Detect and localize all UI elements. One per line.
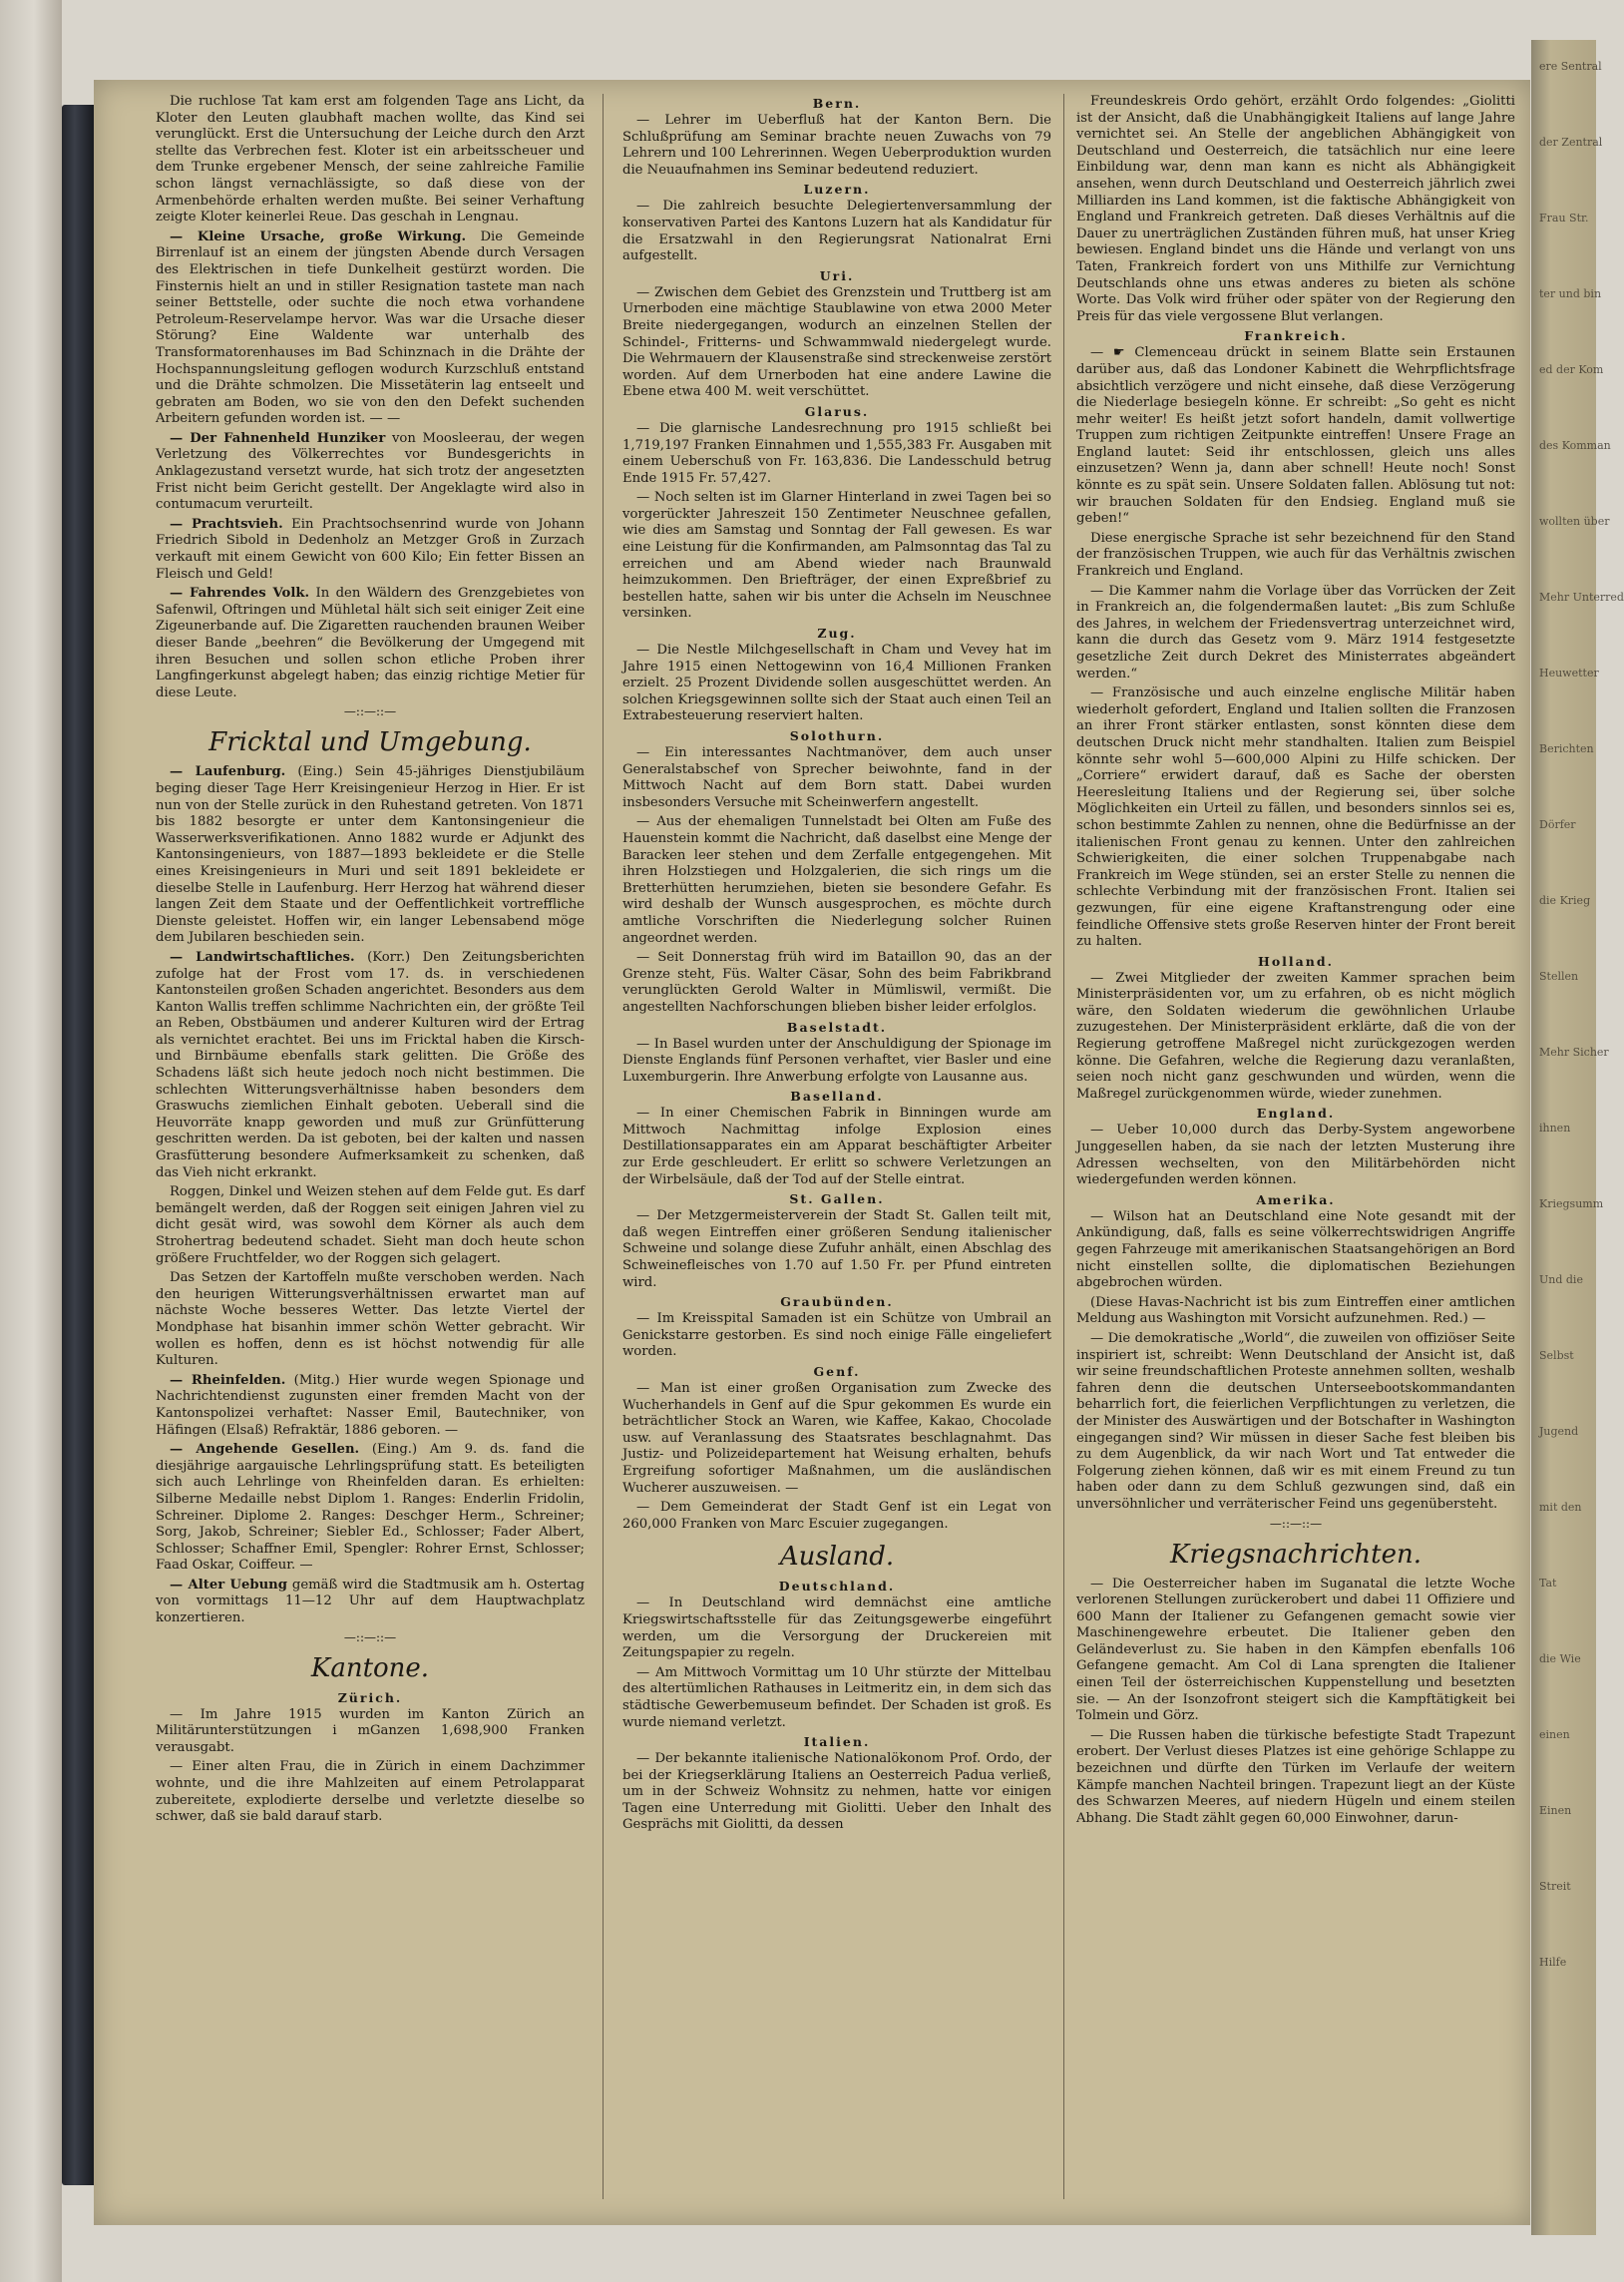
adjacent-page-text: die Krieg — [1539, 894, 1591, 907]
article-text: — In Deutschland wird demnächst eine amtliche Kriegswirtschaftsstelle für das Zeitungsgewerbe eingeführt werden, um die Versorgung der Druckereien mit Zeitungspapier zu regeln. — [622, 1596, 1051, 1661]
article-paragraph — [1076, 1728, 1515, 1828]
section-title: Fricktal und Umgebung. — [208, 727, 532, 758]
article-text: — Die glarnische Landesrechnung pro 1915 schließt bei 1,719,197 Franken Einnahmen und 1,555,383 Fr. Ausgaben mit einem Ueberschuß von Fr. 163,836. Die Landesschuld betrug Ende 1915 Fr. 57,427. — [622, 420, 1051, 486]
article-paragraph — [1076, 1295, 1515, 1328]
adjacent-page-text: Frau Str. — [1539, 212, 1589, 225]
article-text: — Die Oesterreicher haben im Suganatal die letzte Woche verlorenen Stellungen zurückerobert und dabei 11 Offiziere und 600 Mann der Italiener zu Gefangenen gemacht sowie vier Maschinengewehre erbeutet. Die Italiener geben den Geländeverlust zu. Sie haben in den Kämpfen ebenfalls 106 Gefangene gemacht. Am Col di Lana sprengten die Italiener einen Teil der österreichischen Kuppenstellung und besetzten sie. — An der Isonzofront steigert sich die Kampftätigkeit bei Tolmein und Görz. — [1076, 1576, 1515, 1724]
article-text: Roggen, Dinkel und Weizen stehen auf dem Felde gut. Es darf bemängelt werden, daß der Roggen seit einigen Jahren viel zu dicht gesät wird, was sowohl dem Körner als auch dem Strohertrag bedeutend schadet. Sieht man doch heute schon größere Fruchtfelder, wo der Roggen sich gelagert. — [156, 1184, 585, 1266]
article-paragraph — [622, 745, 1051, 811]
adjacent-page-text: wollten über — [1539, 515, 1610, 528]
article-text: — Am Mittwoch Vormittag um 10 Uhr stürzte der Mittelbau des altertümlichen Rathauses in Leitmeritz ein, in dem sich das städtische Gewerbemuseum befindet. Der Schaden ist groß. Es wurde niemand verletzt. — [622, 1664, 1051, 1730]
section-heading: Graubünden. — [780, 1294, 894, 1310]
article-paragraph — [1076, 1577, 1515, 1725]
article-paragraph — [622, 1106, 1051, 1188]
adjacent-page-text: Streit — [1539, 1880, 1571, 1893]
section-heading: St. Gallen. — [789, 1191, 885, 1207]
adjacent-page-text: Und die — [1539, 1273, 1583, 1286]
article-text: — Der Metzgermeisterverein der Stadt St. Gallen teilt mit, daß wegen Eintreffen einer größeren Sendung italienischer Schweine und solange diese Zufuhr anhält, einen Abschlag des Schweinefleisches von 1.70 auf 1.50 Fr. per Pfund eintreten wird. — [622, 1208, 1051, 1290]
section-heading: Glarus. — [804, 403, 870, 419]
book-binding — [62, 105, 94, 2185]
article-paragraph — [622, 421, 1051, 487]
article-text: gemäß wird die Stadtmusik am h. Ostertag von vormittags 11—12 Uhr auf dem Hauptwachplatz konzertieren. — [156, 1577, 585, 1626]
article-text: — Im Jahre 1915 wurden im Kanton Zürich an Militärunterstützungen i mGanzen 1,698,900 Franken verausgabt. — [156, 1706, 585, 1755]
article-text: (Eing.) Sein 45-jähriges Dienstjubiläum beging dieser Tage Herr Kreisingenieur Herzog in Hier. Er ist nun von der Stelle zurück in den Ruhestand getreten. Von 1871 bis 1882 besorgte er unter dem Kantonsingenieur die Wasserwerksverifikationen. Anno 1882 wurde er Adjunkt des Kantonsingenieurs, von 1887—1893 bekleidete er die Stelle eines Kreisingenieurs in Muri und seit 1891 bekleidete er dieselbe Stelle in Laufenburg. Herr Herzog hat während dieser langen Zeit dem Staate und der Oeffentlichkeit vortreffliche Dienste geleistet. Hoffen wir, ein langer Lebensabend möge dem Jubilaren beschieden sein. — [156, 764, 585, 946]
book-spine-edge — [0, 0, 62, 2282]
article-text: — Aus der ehemaligen Tunnelstadt bei Olten am Fuße des Hauenstein kommt die Nachricht, daß daselbst eine Menge der Baracken leer stehen und dem Zerfalle entgegengehen. Mit ihren Holzstiegen und Holzgalerien, die sich rings um die Bretterhütten herumziehen, bieten sie besondere Gefahr. Es wird deshalb der Wunsch ausgesprochen, es möchte durch amtliche Vorschriften die Niederlegung solcher Ruinen angeordnet werden. — [622, 814, 1051, 946]
adjacent-page-text: Heuwetter — [1539, 667, 1599, 680]
separator: —::—::— — [1269, 1516, 1323, 1531]
adjacent-page-text: Hilfe — [1539, 1956, 1567, 1969]
article-paragraph — [156, 586, 585, 701]
article-text: — Man ist einer großen Organisation zum Zwecke des Wucherhandels in Genf auf die Spur gekommen Es wurde ein beträchtlicher Stock an Waren, wie Kaffee, Kakao, Chocolade usw. auf Veranlassung des Staatsrates beschlagnahmt. Das Justiz- und Polizeidepartement hat Weisung erhalten, behufs Ergreifung sofortiger Maßnahmen, um die ausländischen Wucherer auszuweisen. — — [622, 1381, 1051, 1496]
article-paragraph — [622, 1311, 1051, 1361]
article-paragraph — [156, 950, 585, 1181]
article-paragraph — [156, 1184, 585, 1267]
section-heading: England. — [1256, 1106, 1336, 1122]
article-paragraph — [622, 814, 1051, 947]
article-text: — In Basel wurden unter der Anschuldigung der Spionage im Dienste Englands fünf Personen verhaftet, vier Basler und eine Luxemburgerin. Ihre Anwerbung erfolgte von Lausanne aus. — [622, 1036, 1051, 1085]
article-text: Das Setzen der Kartoffeln mußte verschoben werden. Nach den heurigen Witterungsverhältnissen erwartet man auf nächste Woche besseres Wetter. Das letzte Viertel der Mondphase hat bisanhin immer schön Wetter gebracht. Wir wollen es hoffen, denn es ist höchst notwendig für alle Kulturen. — [156, 1270, 585, 1369]
article-paragraph — [622, 285, 1051, 401]
article-text: — Die demokratische „World“, die zuweilen von offiziöser Seite inspiriert ist, schreibt: Wenn Deutschland der Ansicht ist, daß wir seine freundschaftlichen Proteste annehmen sollten, weshalb fahren denn die deutschen Unterseebootskommandanten beharrlich fort, die feierlichen Verpflichtungen zu verletzen, die der Minister des Auswärtigen und der Botschafter in Washington eingegangen sind? Wir müssen in dieser Sache fest bleiben bis zu dem Augenblick, da wir nach Wort und Tat entweder die Folgerung ziehen können, daß wir es mit einem Freund zu tun haben oder dann zu dem Schluß gezwungen sind, daß ein unversöhnlicher und verräterischer Feind uns gegenübersteht. — [1076, 1330, 1515, 1512]
article-headline: — Landwirtschaftliches. — [170, 949, 355, 965]
column-middle — [622, 94, 1051, 2199]
article-text: — Wilson hat an Deutschland eine Note gesandt mit der Ankündigung, daß, falls es seine völkerrechtswidrigen Angriffe gegen Fahrzeuge mit amerikanischen Staatsangehörigen an Bord nicht einstellen sollte, die diplomatischen Beziehungen abgebrochen würden. — [1076, 1208, 1515, 1291]
article-text: — Französische und auch einzelne englische Militär haben wiederholt gefordert, England und Italien sollten die Franzosen an ihrer Front stärker entlasten, sonst könnten diese dem deutschen Druck nicht mehr standhalten. Italien zum Beispiel könnte sehr wohl 5—600,000 Alpini zu Hilfe schicken. Der „Corriere“ erwidert darauf, daß es Sache der obersten Heeresleitung Italiens und der Regierung sei, über solche Möglichkeiten ein Urteil zu fällen, und besonders sinnlos sei es, schon bestimmte Zahlen zu nennen, ohne die Bedürfnisse an der italienischen Front genau zu kennen. Unter den zahlreichen Schwierigkeiten, die einer solchen Truppenabgabe nach Frankreich im Wege stünden, sei an erster Stelle zu nennen die schlechte Verbindung mit der französischen Front. Italien sei gezwungen, für eine eigene Kraftanstrengung oder eine feindliche Offensive stets große Reserven hinter der Front bereit zu halten. — [1076, 685, 1515, 950]
article-paragraph — [622, 1596, 1051, 1661]
article-paragraph — [622, 1500, 1051, 1533]
article-text: — Noch selten ist im Glarner Hinterland in zwei Tagen bei so vorgerückter Jahreszeit 150 Zentimeter Neuschnee gefallen, wie dies am Samstag und Sonntag der Fall gewesen. Es war eine Leistung für die Konfirmanden, am Palmsonntag das Tal zu erreichen und am Abend wieder nach Braunwald heimzukommen. Den Briefträger, der einen Expreßbrief zu bestellen hatte, sahen wir bis unter die Achseln im Neuschnee versinken. — [622, 490, 1051, 622]
adjacent-page-text: ter und bin — [1539, 287, 1602, 300]
article-text: — Die Kammer nahm die Vorlage über das Vorrücken der Zeit in Frankreich an, die folgendermaßen lautet: „Bis zum Schluße des Jahres, in welchem der Friedensvertrag unterzeichnet wird, kann die durch das Gesetz vom 9. März 1914 festgesetzte gesetzliche Zeit durch Dekret des Ministerrates abgeändert werden.“ — [1076, 583, 1515, 682]
article-paragraph — [1076, 531, 1515, 581]
section-heading: Deutschland. — [778, 1579, 896, 1595]
article-paragraph — [622, 1665, 1051, 1731]
article-paragraph — [156, 1759, 585, 1825]
article-text: (Eing.) Am 9. ds. fand die diesjährige aargauische Lehrlingsprüfung statt. Es beteiligten sich auch Lehrlinge von Rheinfelden daran. Es erhielten: Silberne Medaille nebst Diplom 1. Ranges: Enderlin Fridolin, Schreiner. Diplome 2. Ranges: Deschger Herm., Schreiner; Sorg, Jakob, Schreiner; Siebler Ed., Schlosser; Fader Albert, Schlosser; Schaffner Emil, Spengler: Rohrer Ernst, Schlosser; Faad Oskar, Coiffeur. — — [156, 1442, 585, 1574]
article-text: — ☛ Clemenceau drückt in seinem Blatte sein Erstaunen darüber aus, daß das Londoner Kabinett die Wehrpflichtsfrage absichtlich verzögere und nicht einsehe, daß diese Verzögerung die Niederlage besiegeln könne. Er schreibt: „So geht es nicht mehr weiter! Es heißt jetzt sofort handeln, damit vollwertige Truppen zum richtigen Zeitpunkte eintreffen! Unsere Frage an England lautet: Seid ihr entschlossen, gleich uns alles einzusetzen? Wenn ja, dann aber schnell! Heute noch! Sonst könnte es zu spät sein. Unsere Soldaten fallen. Ablösung tut not: wir brauchen Soldaten für den Endsieg. England muß sie geben!“ — [1076, 345, 1515, 527]
section-heading: Zürich. — [337, 1689, 403, 1705]
article-paragraph — [622, 1037, 1051, 1087]
section-heading: Holland. — [1258, 953, 1334, 969]
section-title: Kriegsnachrichten. — [1170, 1539, 1421, 1570]
adjacent-page-text: einen — [1539, 1728, 1570, 1741]
adjacent-page-text: ihnen — [1539, 1122, 1571, 1135]
article-paragraph — [156, 764, 585, 947]
article-text: Freundeskreis Ordo gehört, erzählt Ordo folgendes: „Giolitti ist der Ansicht, daß die Unabhängigkeit Italiens auf lange Jahre vernichtet sei. An Stelle der angeblichen Abhängigkeit von Deutschland und Oesterreich, die tatsächlich nur eine leere Einbildung war, denn man kann es nicht als Abhängigkeit ansehen, wenn durch Deutschland und Oesterreich jährlich zwei Milliarden ins Land kommen, ist die faktische Abhängigkeit von England und Frankreich getreten. Daß dieses Verhältnis auf die Dauer zu unerträglichen Zuständen führen muß, hat unser Krieg bewiesen. England bindet uns die Hände und verlangt von uns Taten, Frankreich fordert von uns Mithilfe zur Vernichtung Deutschlands ohne uns etwas anderes zu bieten als schöne Worte. Das Volk wird früher oder später von der Regierung den Preis für das viele vergossene Blut verlangen. — [1076, 94, 1515, 324]
article-headline: — Angehende Gesellen. — [170, 1442, 360, 1458]
article-text: (Korr.) Den Zeitungsberichten zufolge hat der Frost vom 17. ds. in verschiedenen Kantonsteilen großen Schaden angerichtet. Besonders aus dem Kanton Wallis treffen schlimme Nachrichten ein, der größte Teil an Reben, Obstbäumen und anderer Kulturen wird der Ertrag als vernichtet erachtet. Bei uns im Fricktal haben die Kirsch- und Birnbäume ebenfalls stark gelitten. Die Größe des Schadens läßt sich heute jedoch noch nicht bestimmen. Die schlechten Witterungsverhältnisse haben besonders dem Graswuchs ziemlichen Einhalt geboten. Ueberall sind die Heuvorräte knapp geworden und muß zur Grünfütterung geschritten werden. Da ist geboten, bei der kalten und nassen Grasfütterung besondere Aufmerksamkeit zu schenken, daß das Vieh nicht erkrankt. — [156, 949, 585, 1180]
adjacent-page-text: der Zentral — [1539, 136, 1603, 149]
column-right — [1076, 94, 1515, 2199]
article-paragraph — [156, 1578, 585, 1627]
article-text: — Ueber 10,000 durch das Derby-System angeworbene Junggesellen haben, da sie nach der letzten Musterung ihre Adressen wechselten, von den Militärbehörden nicht wiedergefunden werden können. — [1076, 1123, 1515, 1188]
article-paragraph — [622, 490, 1051, 623]
article-text: — Ein interessantes Nachtmanöver, dem auch unser Generalstabschef von Sprecher beiwohnte, fand in der Mittwoch Nacht auf dem Born statt. Dabei wurden insbesonders Versuche mit Scheinwerfern angestellt. — [622, 745, 1051, 810]
section-heading: Solothurn. — [789, 728, 885, 743]
article-text: Ein Prachtsochsenrind wurde von Johann Friedrich Sibold in Dedenholz an Metzger Groß in Zurzach verkauft mit einem Gewicht von 600 Kilo; Ein fetter Bissen an Fleisch und Geld! — [156, 516, 585, 582]
article-paragraph — [156, 517, 585, 583]
article-text: — Die Russen haben die türkische befestigte Stadt Trapezunt erobert. Der Verlust dieses Platzes ist eine gehörige Schlappe zu bezeichnen und dürfte den Türken im Verlaufe der weitern Kämpfe manchen Nachteil bringen. Trapezunt liegt an der Küste des Schwarzen Meeres, auf niedern Hügeln und einem steilen Abhang. Die Stadt zählt gegen 60,000 Einwohner, darun- — [1076, 1727, 1515, 1826]
article-text: Diese energische Sprache ist sehr bezeichnend für den Stand der französischen Truppen, wie auch für das Verhältnis zwischen Frankreich und England. — [1076, 530, 1515, 580]
article-paragraph — [156, 1707, 585, 1757]
article-headline: — Fahrendes Volk. — [170, 586, 310, 602]
adjacent-page-text: ere Sentral — [1539, 60, 1602, 73]
article-text: — Zwischen dem Gebiet des Grenzstein und Truttberg ist am Urnerboden eine mächtige Staublawine von etwa 2000 Meter Breite niedergegangen, wodurch an einzelnen Stellen der Schindel-, Fritterns- und Schwammwald niedergelegt wurde. Die Wehrmauern der Klausenstraße sind streckenweise zerstört worden. Auf dem Urnerboden hat eine andere Lawine die Ebene etwa 400 M. weit verschüttet. — [622, 284, 1051, 400]
article-paragraph — [1076, 345, 1515, 528]
section-heading: Baselland. — [790, 1089, 884, 1105]
article-paragraph — [1076, 1331, 1515, 1514]
article-paragraph — [156, 229, 585, 428]
article-text: (Diese Havas-Nachricht ist bis zum Eintreffen einer amtlichen Meldung aus Washington mit Vorsicht aufzunehmen. Red.) — — [1076, 1294, 1515, 1327]
article-paragraph — [1076, 1123, 1515, 1188]
section-heading: Uri. — [819, 267, 855, 283]
section-title: Kantone. — [310, 1652, 430, 1683]
article-paragraph — [156, 1373, 585, 1439]
separator: —::—::— — [343, 1629, 397, 1644]
article-text: (Mitg.) Hier wurde wegen Spionage und Nachrichtendienst zugunsten einer fremden Macht von der Kantonspolizei verhaftet: Nasser Emil, Bautechniker, von Häfingen (Elsaß) Refraktär, 1886 geboren. — — [156, 1372, 585, 1438]
adjacent-page-text: Selbst — [1539, 1349, 1574, 1362]
article-paragraph — [1076, 94, 1515, 325]
article-paragraph — [156, 94, 585, 227]
article-text: In den Wäldern des Grenzgebietes von Safenwil, Oftringen und Mühletal hält sich seit einiger Zeit eine Zigeunerbande auf. Die Zigaretten rauchenden braunen Weiber dieser Bande „beehren“ die Bevölkerung der Umgegend mit ihren Besuchen und sollen schon etliche Proben ihrer Langfingerkunst abgelegt haben; das einzig richtige Metier für diese Leute. — [156, 586, 585, 700]
section-heading: Baselstadt. — [786, 1019, 888, 1035]
adjacent-page-text: Einen — [1539, 1804, 1572, 1817]
adjacent-page-text: ed der Kom — [1539, 363, 1604, 376]
article-paragraph — [156, 431, 585, 514]
section-heading: Frankreich. — [1244, 328, 1348, 344]
article-text: Die Gemeinde Birrenlauf ist an einem der jüngsten Abende durch Versagen des Elektrischen in tiefe Dunkelheit gestürzt worden. Die Finsternis hielt an und in stiller Resignation tastete man nach seiner Bettstelle, oder suchte die noch etwa vorhandene Petroleum-Reservelampe hervor. Was war die Ursache dieser Störung? Eine Waldente war unterhalb des Transformatorenhauses im Bad Schinznach in die Drähte der Hochspannungsleitung geflogen wodurch Kurzschluß entstand und die Drähte schmolzen. Die Missetäterin lag entseelt und gebraten am Boden, wo sie von den den Defekt suchenden Arbeitern gefunden worden ist. — — — [156, 228, 585, 427]
article-paragraph — [622, 1381, 1051, 1497]
article-text: — Der bekannte italienische Nationalökonom Prof. Ordo, der bei der Kriegserklärung Italiens an Oesterreich Padua verließ, um in der Schweiz Wohnsitz zu nehmen, hatte vor einigen Tagen eine Unterredung mit Giolitti. Ueber den Inhalt des Gesprächs mit Giolitti, da dessen — [622, 1751, 1051, 1833]
article-headline: — Alter Uebung — [170, 1577, 287, 1593]
adjacent-page-text: Mehr Sicher — [1539, 1046, 1609, 1059]
column-left — [156, 94, 585, 2199]
article-text: — Seit Donnerstag früh wird im Bataillon 90, das an der Grenze steht, Füs. Walter Cäsar, Sohn des beim Fabrikbrand verunglückten Gerold Walter in Mümliswil, vermißt. Die angestellten Nachforschungen blieben bisher leider erfolglos. — [622, 950, 1051, 1015]
adjacent-page-text: Tat — [1539, 1577, 1557, 1590]
adjacent-page-text: Mehr Unterred — [1539, 591, 1624, 604]
column-rule — [1063, 94, 1064, 2199]
adjacent-page-text: Kriegsumm — [1539, 1197, 1604, 1210]
section-heading: Zug. — [817, 626, 857, 642]
article-paragraph — [1076, 584, 1515, 684]
article-paragraph — [156, 1270, 585, 1370]
article-text: — Lehrer im Ueberfluß hat der Kanton Bern. Die Schlußprüfung am Seminar brachte neuen Zuwachs von 79 Lehrern und 100 Lehrerinnen. Wegen Ueberproduktion wurden die Neuaufnahmen ins Seminar bedeutend reduziert. — [622, 113, 1051, 178]
article-text: — In einer Chemischen Fabrik in Binningen wurde am Mittwoch Nachmittag infolge Explosion eines Destillationsapparates ein am Apparat beschäftigter Arbeiter zur Erde geschleudert. Er erlitt so schwere Verletzungen an der Wirbelsäule, daß der Tod auf der Stelle eintrat. — [622, 1106, 1051, 1187]
article-paragraph — [622, 1751, 1051, 1834]
adjacent-page-text: Dörfer — [1539, 818, 1576, 831]
section-heading: Genf. — [813, 1364, 861, 1379]
adjacent-page-text: des Komman — [1539, 439, 1611, 452]
adjacent-page-text: mit den — [1539, 1501, 1582, 1514]
article-paragraph — [622, 199, 1051, 264]
adjacent-page-text: die Wie — [1539, 1652, 1581, 1665]
article-text: von Moosleerau, der wegen Verletzung des Völkerrechtes vor Bundesgerichts in Anklagezustand versetzt wurde, hat sich trotz der angesetzten Frist nicht beim Gericht gestellt. Der Angeklagte wird also in contumacum verurteilt. — [156, 430, 585, 513]
article-headline: — Rheinfelden. — [170, 1372, 286, 1388]
article-text: — Die Nestle Milchgesellschaft in Cham und Vevey hat im Jahre 1915 einen Nettogewinn von 16,4 Millionen Franken erzielt. 25 Prozent Dividende sollen ausgeschüttet werden. An solchen Kriegsgewinnen sollte sich der Staat auch einen Teil an Extrabesteuerung reserviert halten. — [622, 643, 1051, 724]
adjacent-page-text: Stellen — [1539, 970, 1579, 983]
article-paragraph — [1076, 685, 1515, 951]
article-headline: — Kleine Ursache, große Wirkung. — [170, 228, 467, 244]
adjacent-page-text: Berichten — [1539, 742, 1594, 755]
column-rule — [603, 94, 604, 2199]
article-text: — Einer alten Frau, die in Zürich in einem Dachzimmer wohnte, und die ihre Mahlzeiten auf einem Petrolapparat zubereitete, explodierte derselbe und verletzte dieselbe so schwer, daß sie bald darauf starb. — [156, 1759, 585, 1825]
article-paragraph — [622, 643, 1051, 725]
article-text: — Dem Gemeinderat der Stadt Genf ist ein Legat von 260,000 Franken von Marc Escuier zugegangen. — [622, 1500, 1051, 1532]
adjacent-page-text: Jugend — [1539, 1425, 1579, 1438]
section-heading: Amerika. — [1256, 1191, 1336, 1207]
adjacent-page-edge — [1531, 40, 1624, 2235]
article-headline: — Laufenburg. — [170, 764, 286, 780]
article-headline: — Der Fahnenheld Hunziker — [170, 430, 386, 446]
article-text: Die ruchlose Tat kam erst am folgenden Tage ans Licht, da Kloter den Leuten glaubhaft machen wollte, das Kind sei verunglückt. Erst die Untersuchung der Leiche durch den Arzt stellte das Verbrechen fest. Kloter ist ein arbeitsscheuer und dem Trunke ergebener Mensch, der seine zahlreiche Familie schon längst vernachlässigte, so daß diese von der Armenbehörde erhalten werden mußte. Bei seiner Verhaftung zeigte Kloter keinerlei Reue. Das geschah in Lengnau. — [156, 94, 585, 226]
article-text: — Die zahlreich besuchte Delegiertenversammlung der konservativen Partei des Kantons Luzern hat als Kandidatur für die Ersatzwahl in den Regierungsrat Nationalrat Erni aufgestellt. — [622, 199, 1051, 264]
section-heading: Luzern. — [803, 182, 871, 198]
article-paragraph — [622, 950, 1051, 1016]
separator: —::—::— — [343, 704, 397, 719]
section-title: Ausland. — [779, 1542, 895, 1573]
article-paragraph — [1076, 971, 1515, 1104]
article-paragraph — [622, 113, 1051, 179]
article-paragraph — [1076, 1209, 1515, 1292]
article-paragraph — [622, 1208, 1051, 1291]
section-heading: Italien. — [803, 1734, 871, 1750]
article-text: — Zwei Mitglieder der zweiten Kammer sprachen beim Ministerpräsidenten vor, um zu erfahren, ob es nicht möglich wäre, den Soldaten wiederum die gewöhnlichen Urlaube zuzugestehen. Der Ministerpräsident erklärte, daß die von der Regierung getroffene Maßregel nicht zurückgezogen werden könne. Die Gefahren, welche die Regierung dazu veranlaßten, seien noch nicht ganz geschwunden und würden, wenn die Maßregel zurückgenommen würde, wieder zunehmen. — [1076, 970, 1515, 1102]
article-paragraph — [156, 1442, 585, 1575]
article-text: — Im Kreisspital Samaden ist ein Schütze von Umbrail an Genickstarre gestorben. Es sind noch einige Fälle eingeliefert worden. — [622, 1311, 1051, 1360]
section-heading: Bern. — [812, 96, 862, 111]
newspaper-page — [94, 80, 1530, 2225]
article-headline: — Prachtsvieh. — [170, 516, 283, 532]
